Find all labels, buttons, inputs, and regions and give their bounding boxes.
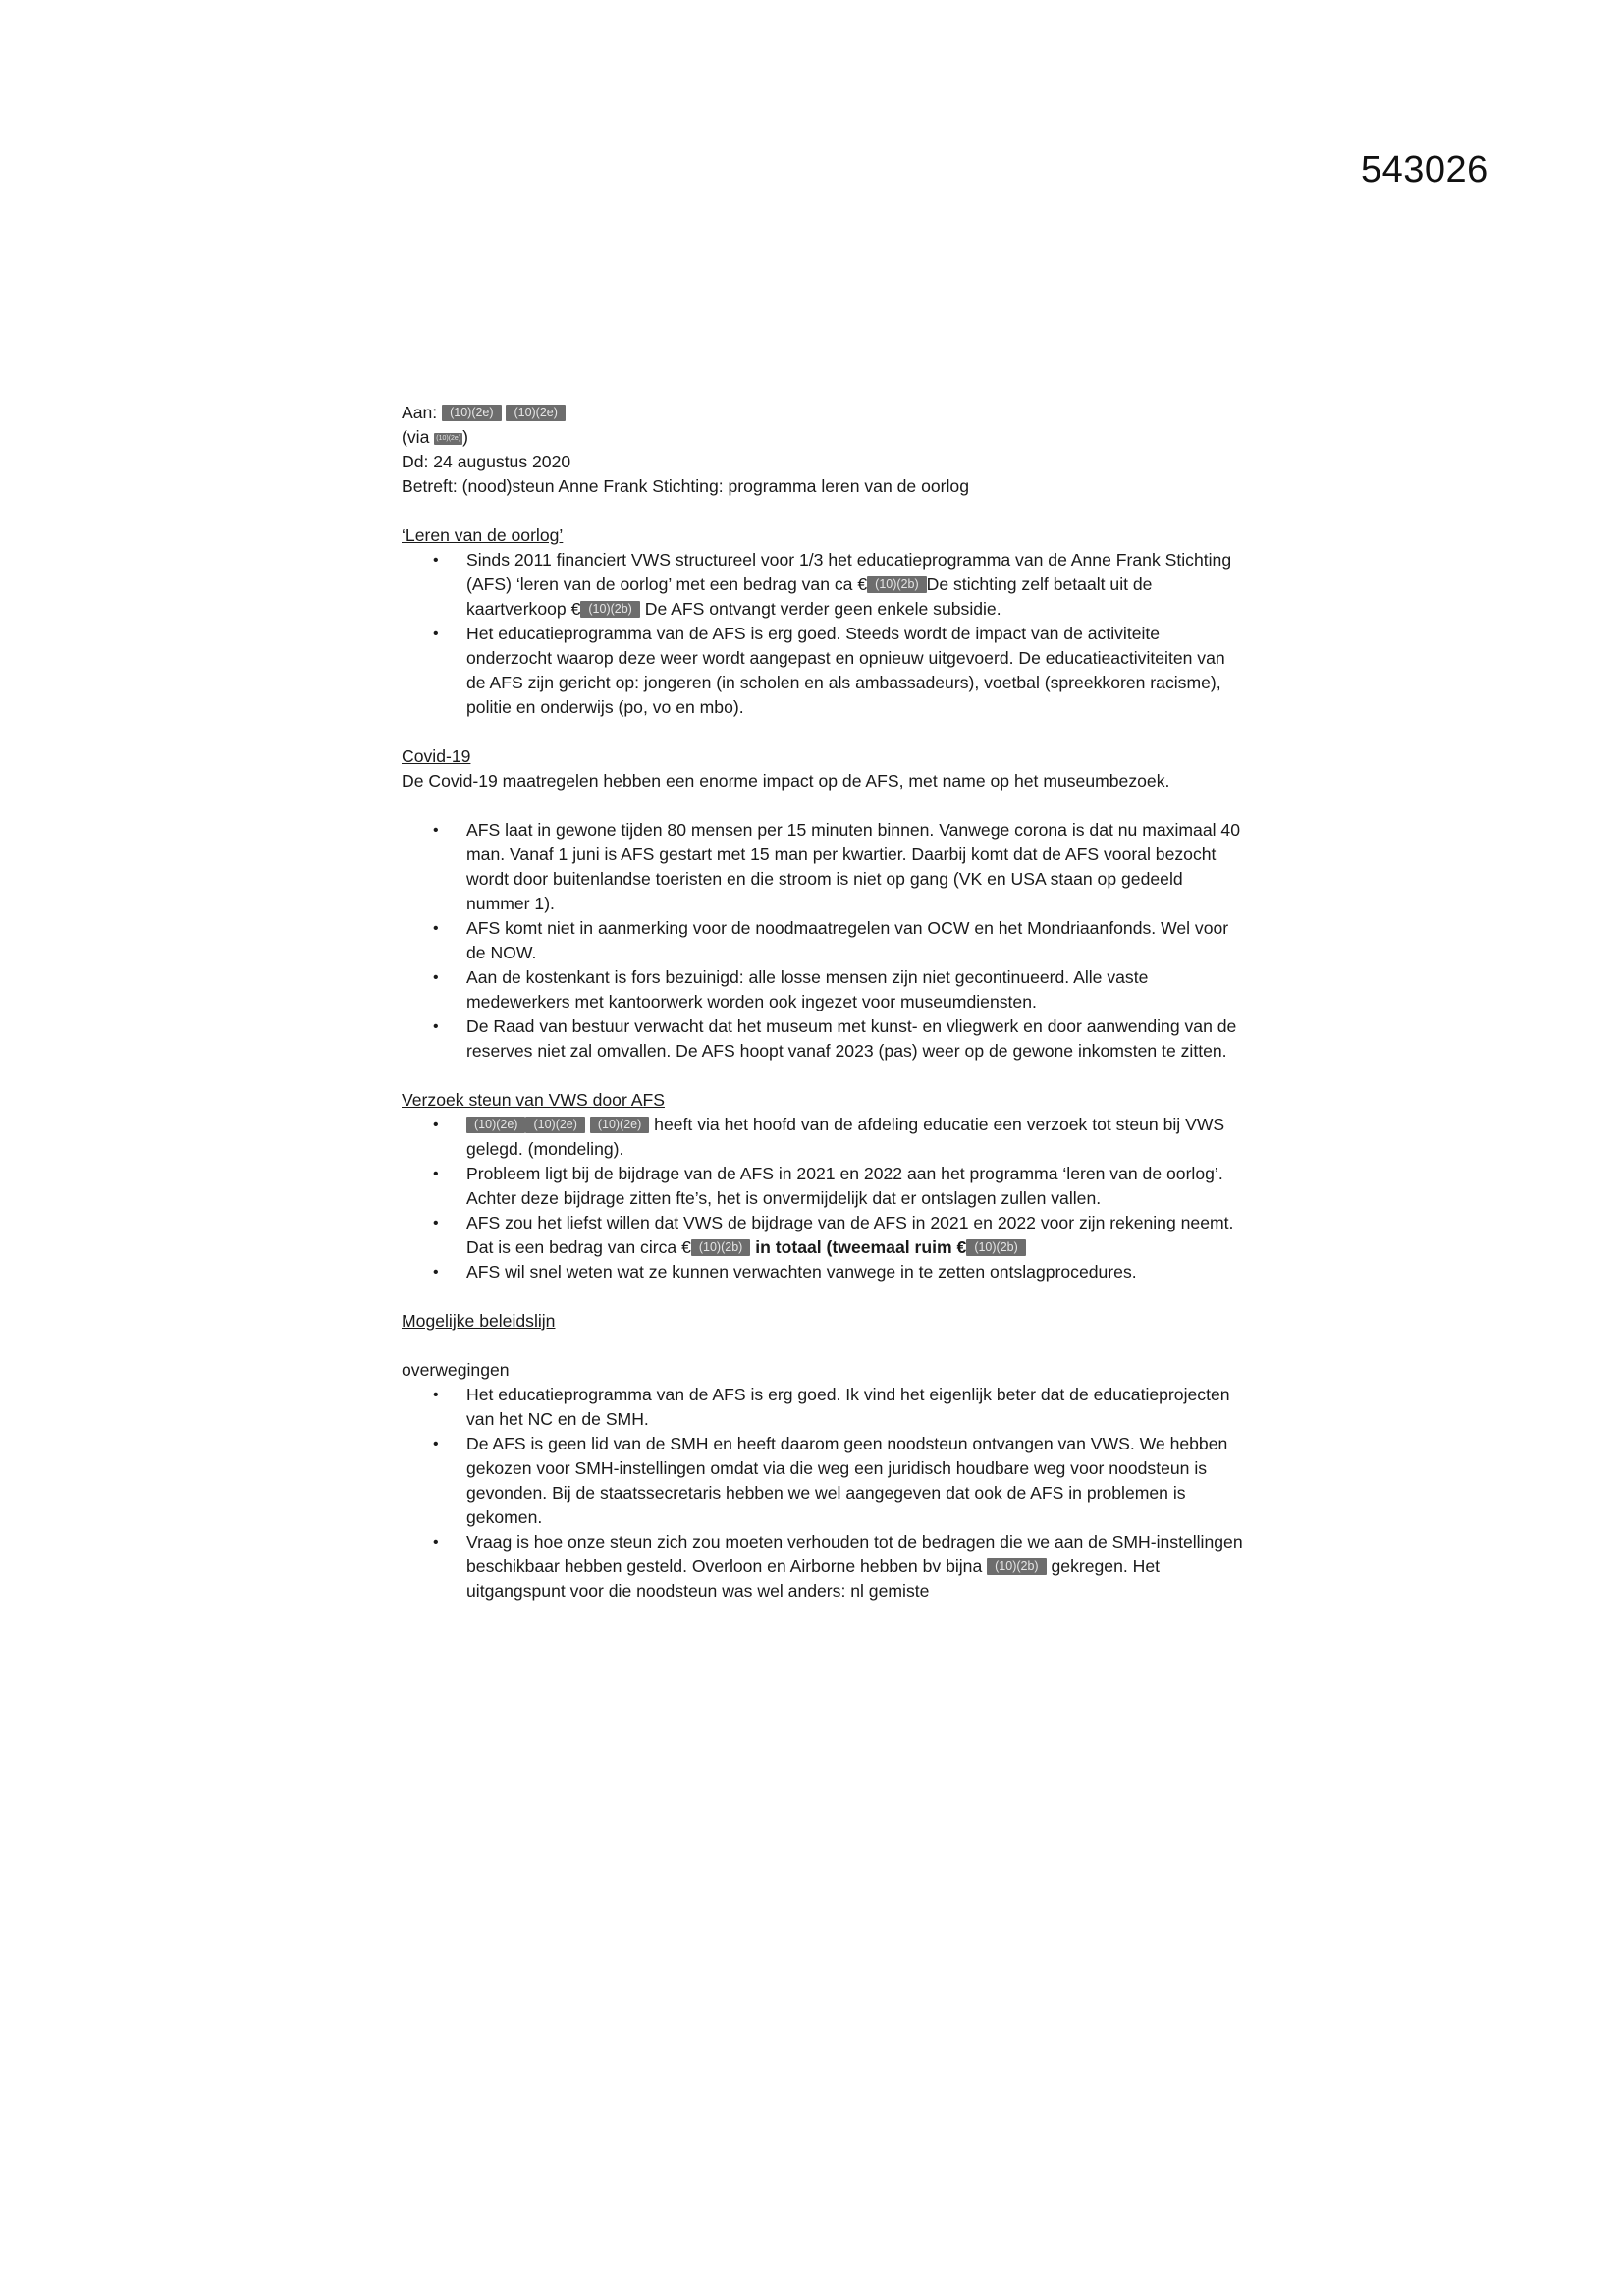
section-heading-covid: Covid-19 — [402, 746, 471, 766]
redaction-box: (10)(2e) — [525, 1117, 584, 1133]
redaction-box: (10)(2e) — [466, 1117, 525, 1133]
list-item: • Het educatieprogramma van de AFS is erg goed. Steeds wordt de impact van de activiteite onderzocht waarop deze weer wordt aangepast en opnieuw uitgevoerd. De educatieactiviteiten van de AFS zijn gericht op: jongeren (in scholen en als ambassadeurs), voetbal (spreekkoren racisme), politie en onderwijs (po, vo en mbo). — [466, 622, 1246, 720]
text-span: De stichting zelf betaalt uit de kaartverkoop € — [466, 574, 1153, 619]
redaction-box: (10)(2e) — [434, 433, 462, 445]
subject-line: Betreft: (nood)steun Anne Frank Stichting: programma leren van de oorlog — [402, 476, 969, 496]
list-item — [466, 548, 1246, 622]
text-span: gekregen. Het uitgangspunt voor die noodsteun was wel anders: nl gemiste — [466, 1557, 1161, 1601]
redaction-box: (10)(2b) — [966, 1239, 1025, 1256]
bold-text: in totaal (tweemaal ruim € — [750, 1237, 967, 1257]
list-covid — [402, 818, 1246, 1064]
redaction-box: (10)(2e) — [590, 1117, 649, 1133]
redaction-box: (10)(2b) — [987, 1558, 1046, 1575]
covid-intro: De Covid-19 maatregelen hebben een enorme impact op de AFS, met name op het museumbezoek. — [402, 771, 1170, 791]
list-item: • De Raad van bestuur verwacht dat het museum met kunst- en vliegwerk en door aanwending van de reserves niet zal omvallen. De AFS hoopt vanaf 2023 (pas) weer op de gewone inkomsten te zitten. — [466, 1014, 1246, 1064]
text-span: Vraag is hoe onze steun zich zou moeten verhouden tot de bedragen die we aan de SMH-instellingen beschikbaar hebben gesteld. Overloon en Airborne hebben bv bijna — [466, 1532, 1243, 1576]
list-verzoek — [402, 1113, 1246, 1285]
subheading-overwegingen: overwegingen — [402, 1360, 510, 1380]
list-item — [466, 1530, 1246, 1604]
memo-body — [402, 401, 1246, 1604]
list-item: • De AFS is geen lid van de SMH en heeft daarom geen noodsteun ontvangen van VWS. We hebben gekozen voor SMH-instellingen omdat via die weg een juridisch houdbare weg voor noodsteun is gevonden. Bij de staatssecretaris hebben we wel aangegeven dat ook de AFS in problemen is gekomen. — [466, 1432, 1246, 1530]
text-span: AFS zou het liefst willen dat VWS de bijdrage van de AFS in 2021 en 2022 voor zijn rekening neemt. Dat is een bedrag van circa € — [466, 1213, 1234, 1257]
section-heading-leren: ‘Leren van de oorlog’ — [402, 525, 564, 545]
list-item: • AFS komt niet in aanmerking voor de noodmaatregelen van OCW en het Mondriaanfonds. Wel voor de NOW. — [466, 916, 1246, 965]
list-item: • Het educatieprogramma van de AFS is erg goed. Ik vind het eigenlijk beter dat de educatieprojecten van het NC en de SMH. — [466, 1383, 1246, 1432]
date-line: Dd: 24 augustus 2020 — [402, 452, 571, 471]
addressee-line — [402, 401, 1246, 425]
redaction-box: (10)(2b) — [580, 601, 639, 618]
addressee-label: Aan: — [402, 403, 438, 422]
via-close: ) — [462, 427, 469, 447]
list-item: • AFS laat in gewone tijden 80 mensen per 15 minuten binnen. Vanwege corona is dat nu maximaal 40 man. Vanaf 1 juni is AFS gestart met 15 man per kwartier. Daarbij komt dat de AFS vooral bezocht wordt door buitenlandse toeristen en die stroom is niet op gang (VK en USA staan op gedeeld nummer 1). — [466, 818, 1246, 916]
via-line — [402, 425, 1246, 450]
redaction-box: (10)(2b) — [691, 1239, 750, 1256]
text-span: Sinds 2011 financiert VWS structureel voor 1/3 het educatieprogramma van de Anne Frank Stichting (AFS) ‘leren van de oorlog’ met een bedrag van ca € — [466, 550, 1232, 594]
text-span: De AFS ontvangt verder geen enkele subsidie. — [639, 599, 1001, 619]
list-item: • Aan de kostenkant is fors bezuinigd: alle losse mensen zijn niet gecontinueerd. Alle vaste medewerkers met kantoorwerk worden ook ingezet voor museumdiensten. — [466, 965, 1246, 1014]
list-leren — [402, 548, 1246, 720]
redaction-box: (10)(2e) — [442, 405, 501, 421]
list-item: • Probleem ligt bij de bijdrage van de AFS in 2021 en 2022 aan het programma ‘leren van de oorlog’. Achter deze bijdrage zitten fte’s, het is onvermijdelijk dat er ontslagen zullen vallen. — [466, 1162, 1246, 1211]
redaction-box: (10)(2e) — [506, 405, 565, 421]
via-label: (via — [402, 427, 430, 447]
list-item — [466, 1211, 1246, 1260]
section-heading-beleidslijn: Mogelijke beleidslijn — [402, 1311, 556, 1331]
section-heading-verzoek: Verzoek steun van VWS door AFS — [402, 1090, 665, 1110]
redaction-box: (10)(2b) — [867, 576, 926, 593]
document-number: 543026 — [1361, 149, 1488, 191]
list-item — [466, 1113, 1246, 1162]
text-span: heeft via het hoofd van de afdeling educatie een verzoek tot steun bij VWS gelegd. (mondeling). — [466, 1115, 1225, 1159]
list-item: • AFS wil snel weten wat ze kunnen verwachten vanwege in te zetten ontslagprocedures. — [466, 1260, 1246, 1285]
list-overwegingen — [402, 1383, 1246, 1604]
